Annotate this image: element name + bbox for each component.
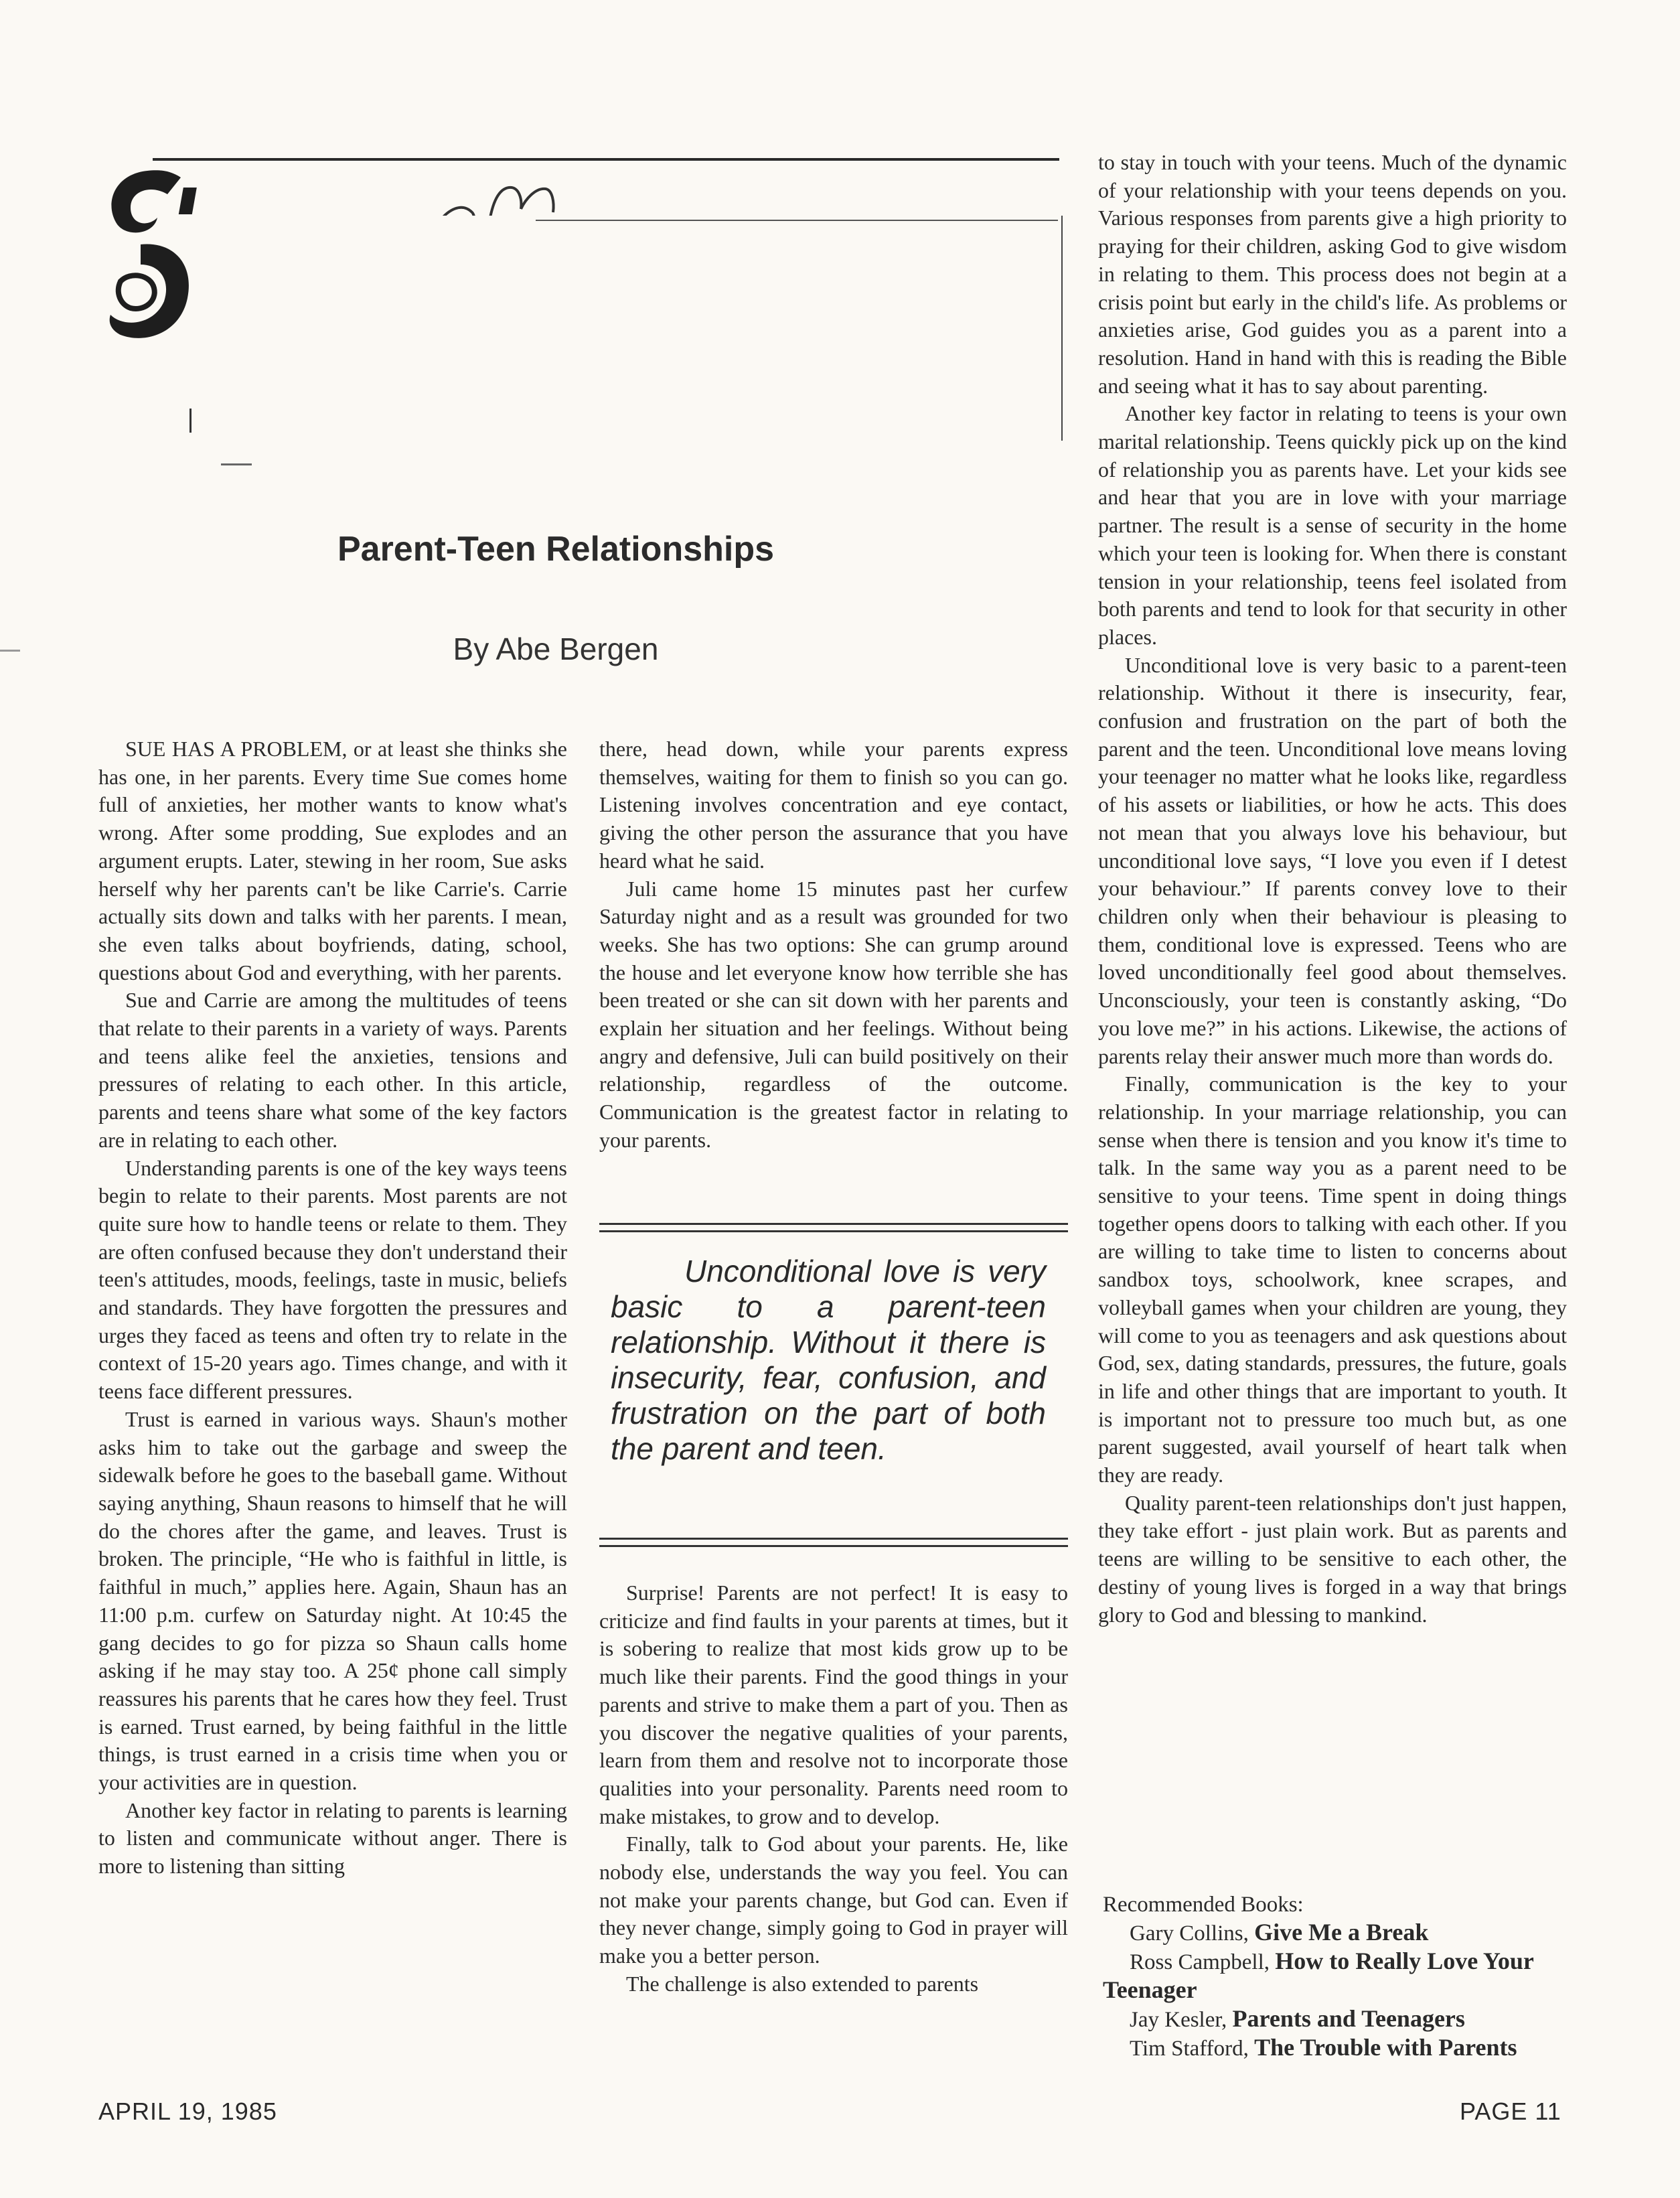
header-tick-mark [189,409,192,433]
book-item [1103,1919,1572,1948]
book-title: Parents and Teenagers [1232,2005,1465,2032]
paragraph: The challenge is also extended to parents [626,1971,979,1996]
book-author: Jay Kesler, [1130,2008,1227,2032]
book-title: How to Really Love Your Teenager [1103,1948,1534,2003]
article-column-2-top [599,735,1068,1155]
paragraph: Surprise! Parents are not perfect! It is easy to criticize and find faults in your parents at times, but it is sobering to realize that most kids grow up to be much like their parents. Find the good things in your parents and strive to make them a part of you. Then as you discover the negative qualities of your parents, learn from them and resolve not to incorporate those qualities into your personality. Parents need room to make mistakes, to grow and to develop. [599,1581,1068,1828]
article-column-3 [1098,149,1567,1629]
book-author: Ross Campbell, [1130,1950,1270,1974]
header-mid-rule [536,220,1058,221]
pullquote [611,1254,1046,1467]
issue-date: APRIL 19, 1985 [98,2098,277,2125]
books-heading: Recommended Books: [1103,1893,1304,1917]
article-column-1 [98,735,567,1881]
pullquote-top-rule [599,1223,1068,1232]
header-image-area [191,216,1063,441]
paragraph: Understanding parents is one of the key ways teens begin to relate to their parents. Most parents are not quite sure how to handle teens or relate to them. They are often confused because they don't understand their teen's attitudes, moods, feelings, taste in music, beliefs and standards. They have forgotten the pressures and urges they faced as teens and often try to relate in the context of 15-20 years ago. Times change, and with it teens face different pressures. [98,1155,567,1404]
book-title: Give Me a Break [1254,1919,1429,1946]
paragraph: Trust is earned in various ways. Shaun's mother asks him to take out the garbage and sweep the sidewalk before he goes to the baseball game. Without saying anything, Shaun reasons to himself that he will do the chores after the game, and leaves. Trust is broken. The principle, “He who is faithful in little, is faithful in much,” applies here. Again, Shaun has an 11:00 p.m. curfew on Saturday night. At 10:45 the gang decides to go for pizza so Shaun calls home asking if he may stay too. A 25¢ phone call simply reassures his parents that he cares how they feel. Trust is earned. Trust earned, by being faithful in the little things, is trust earned in a crisis time when you or your activities are in question. [98,1406,567,1795]
paragraph: Finally, communication is the key to your relationship. In your marriage relationship, you can sense when there is tension and you know it's time to talk. In the same way you as a parent need to be sensitive to your teens. Time spent in doing things together opens doors to talking with each other. If you are willing to take time to listen to concerns about sandbox toys, schoolwork, knee scrapes, and volleyball games when your children are young, they will come to you as teenagers and ask questions about God, sex, dating standards, pressures, the future, goals in life and other things that are important to youth. It is important not to pressure too much but, as one parent suggested, avail yourself of heart talk when they are ready. [1098,1072,1567,1487]
article-title: Parent-Teen Relationships [337,530,775,569]
book-item [1103,1948,1572,2005]
page-number: PAGE 11 [1460,2098,1561,2125]
decorative-initial-graphic [100,164,201,348]
paragraph: Another key factor in relating to teens is your own marital relationship. Teens quickly pick up on the kind of relationship you as parents have. Let your kids see and hear that you are in love with your marriage partner. The result is a sense of security in the home which your teen is looking for. When there is constant tension in your relationship, teens feel isolated from both parents and tend to look for that security in other places. [1098,401,1567,649]
book-item [1103,2005,1572,2034]
paragraph: SUE HAS A PROBLEM, or at least she thinks she has one, in her parents. Every time Sue comes home full of anxieties, her mother wants to know what's wrong. After some prodding, Sue explodes and an argument erupts. Later, stewing in her room, Sue asks herself why her parents can't be like Carrie's. Carrie actually sits down and talks with her parents. I mean, she even talks about boyfriends, dating, school, questions about God and everything, with her parents. [98,737,567,984]
header-dash-mark [221,463,252,465]
header-top-rule [153,158,1059,161]
paragraph: to stay in touch with your teens. Much of the dynamic of your relationship with your teens depends on you. Various responses from parents give a high priority to praying for their children, asking God to give wisdom in relating to them. This process does not begin at a crisis point but early in the child's life. As problems or anxieties arise, God guides you as a parent into a resolution. Hand in hand with this is reading the Bible and seeing what it has to say about parenting. [1098,150,1567,398]
recommended-books [1103,1891,1572,2063]
book-title: The Trouble with Parents [1254,2034,1517,2061]
paragraph: Sue and Carrie are among the multitudes of teens that relate to their parents in a variety of ways. Parents and teens alike feel the anxieties, tensions and pressures of relating to each other. In this article, parents and teens share what some of the key factors are in relating to each other. [98,988,567,1152]
book-author: Gary Collins, [1130,1921,1249,1946]
paragraph: Finally, talk to God about your parents. He, like nobody else, understands the way you feel. You can not make your parents change, but God can. Even if they never change, simply going to God in prayer will make you a better person. [599,1832,1068,1968]
paragraph: Another key factor in relating to parents is learning to listen and communicate without anger. There is more to listening than sitting [98,1798,567,1879]
paragraph: Unconditional love is very basic to a parent-teen relationship. Without it there is insecurity, fear, confusion and frustration on the part of both the parent and the teen. Unconditional love means loving your teenager no matter what he looks like, regardless of his assets or liabilities, or how he acts. This does not mean that you always love his behaviour, but unconditional love says, “I love you even if I detest your behaviour.” If parents convey love to their children only when their behaviour is pleasing to them, conditional love is expressed. Teens who are loved unconditionally feel good about themselves. Unconsciously, your teen is constantly asking, “Do you love me?” in his actions. Likewise, the actions of parents relay their answer much more than words do. [1098,652,1567,1068]
paragraph: there, head down, while your parents express themselves, waiting for them to finish so you can go. Listening involves concentration and eye contact, giving the other person the assurance that you have heard what he said. [599,737,1068,873]
book-author: Tim Stafford, [1130,2037,1249,2061]
article-byline: By Abe Bergen [453,632,659,666]
article-column-2-bottom [599,1579,1068,1998]
paragraph: Quality parent-teen relationships don't just happen, they take effort - just plain work. But as parents and teens are willing to be sensitive to each other, the destiny of young lives is forged in a way that brings glory to God and blessing to mankind. [1098,1490,1567,1627]
paragraph: Juli came home 15 minutes past her curfew Saturday night and as a result was grounded for two weeks. She has two options: She can grump around the house and let everyone know how terrible she has been treated or she can sit down with her parents and explain her situation and her feelings. Without being angry and defensive, Juli can build positively on their relationship, regardless of the outcome. Communication is the greatest factor in relating to your parents. [599,876,1068,1152]
pullquote-bottom-rule [599,1538,1068,1547]
pullquote-text: Unconditional love is very basic to a parent-teen relationship. Without it there is insecurity, fear, confusion, and frustration on the part of both the parent and teen. [611,1254,1046,1466]
book-item [1103,2034,1572,2063]
